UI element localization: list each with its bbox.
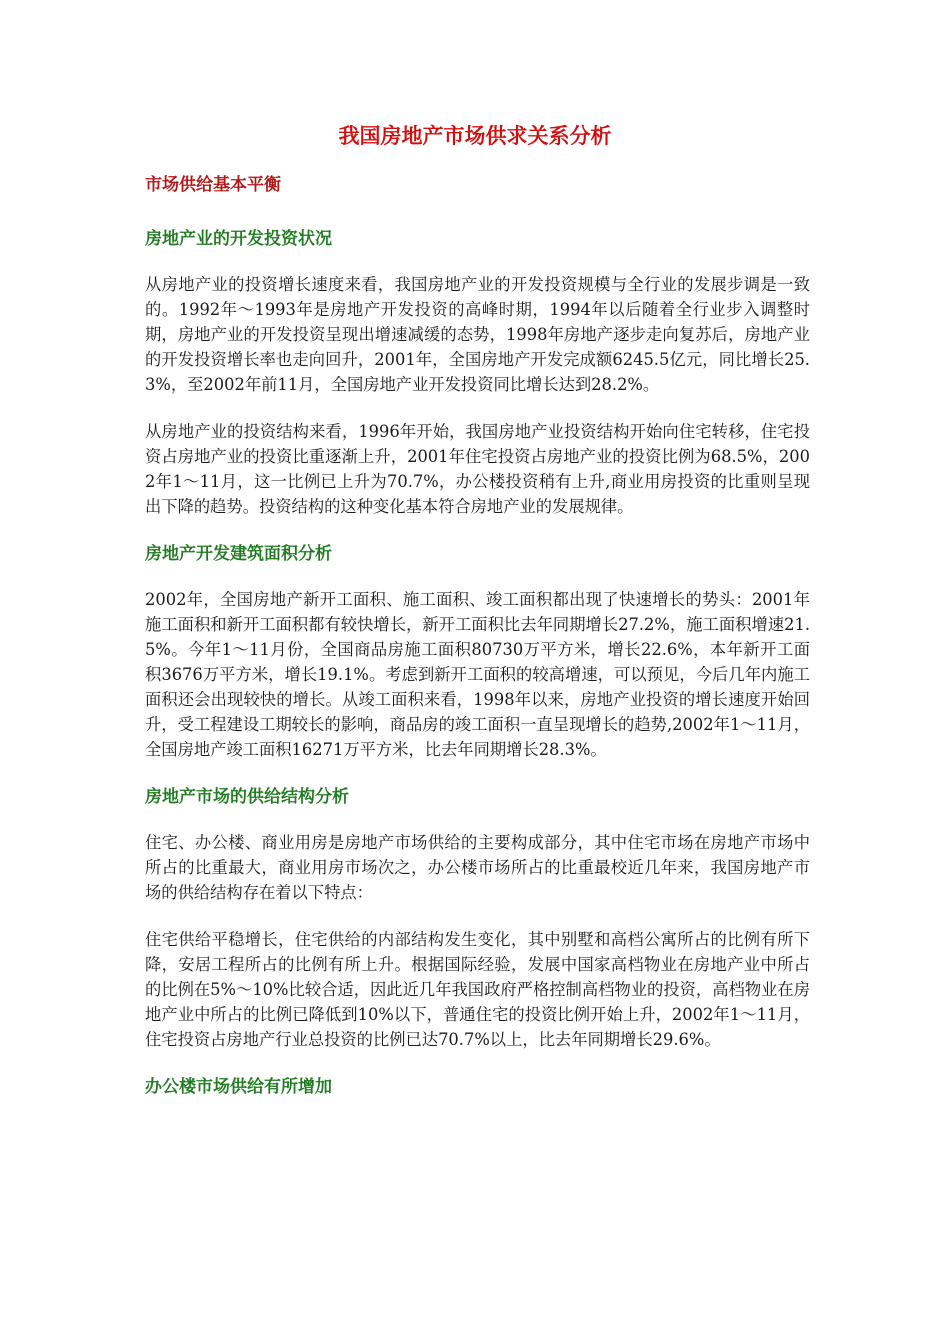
paragraph: 从房地产业的投资增长速度来看，我国房地产业的开发投资规模与全行业的发展步调是一致的。1992年～1993年是房地产开发投资的高峰时期，1994年以后随着全行业步入调整时期，房地产业的开发投资呈现出增速减缓的态势，1998年房地产逐步走向复苏后，房地产业的开发投资增长率也走向回升，2001年，全国房地产开发完成额6245.5亿元，同比增长25.3%，至2002年前11月，全国房地产业开发投资同比增长达到28.2%。 (145, 275, 810, 394)
subheading-investment-status: 房地产业的开发投资状况 (145, 229, 332, 249)
subheading-building-area: 房地产开发建筑面积分析 (145, 544, 332, 564)
paragraph: 住宅供给平稳增长，住宅供给的内部结构发生变化，其中别墅和高档公寓所占的比例有所下降，安居工程所占的比例有所上升。根据国际经验，发展中国家高档物业在房地产业中所占的比例在5%～10%比较合适，因此近几年我国政府严格控制高档物业的投资，高档物业在房地产业中所占的比例已降低到10%以下，普通住宅的投资比例开始上升，2002年1～11月，住宅投资占房地产行业总投资的比例已达70.7%以上，比去年同期增长29.6%。 (145, 930, 810, 1049)
subheading-supply-structure: 房地产市场的供给结构分析 (145, 787, 349, 807)
document-title: 我国房地产市场供求关系分析 (338, 124, 612, 148)
paragraph: 住宅、办公楼、商业用房是房地产市场供给的主要构成部分，其中住宅市场在房地产市场中所占的比重最大，商业用房市场次之，办公楼市场所占的比重最校近几年来，我国房地产市场的供给结构存在着以下特点： (145, 833, 810, 902)
paragraph: 从房地产业的投资结构来看，1996年开始，我国房地产业投资结构开始向住宅转移，住宅投资占房地产业的投资比重逐渐上升，2001年住宅投资占房地产业的投资比例为68.5%，2002年1～11月，这一比例已上升为70.7%，办公楼投资稍有上升,商业用房投资的比重则呈现出下降的趋势。投资结构的这种变化基本符合房地产业的发展规律。 (145, 422, 810, 516)
subheading-office-supply: 办公楼市场供给有所增加 (145, 1077, 332, 1097)
paragraph: 2002年，全国房地产新开工面积、施工面积、竣工面积都出现了快速增长的势头：2001年施工面积和新开工面积都有较快增长，新开工面积比去年同期增长27.2%，施工面积增速21.5%。今年1～11月份，全国商品房施工面积80730万平方米，增长22.6%，本年新开工面积3676万平方米，增长19.1%。考虑到新开工面积的较高增速，可以预见，今后几年内施工面积还会出现较快的增长。从竣工面积来看，1998年以来，房地产业投资的增长速度开始回升，受工程建设工期较长的影响，商品房的竣工面积一直呈现增长的趋势,2002年1～11月，全国房地产竣工面积16271万平方米，比去年同期增长28.3%。 (145, 590, 810, 759)
section-heading-supply-balance: 市场供给基本平衡 (145, 175, 281, 195)
document-body (145, 172, 810, 1120)
